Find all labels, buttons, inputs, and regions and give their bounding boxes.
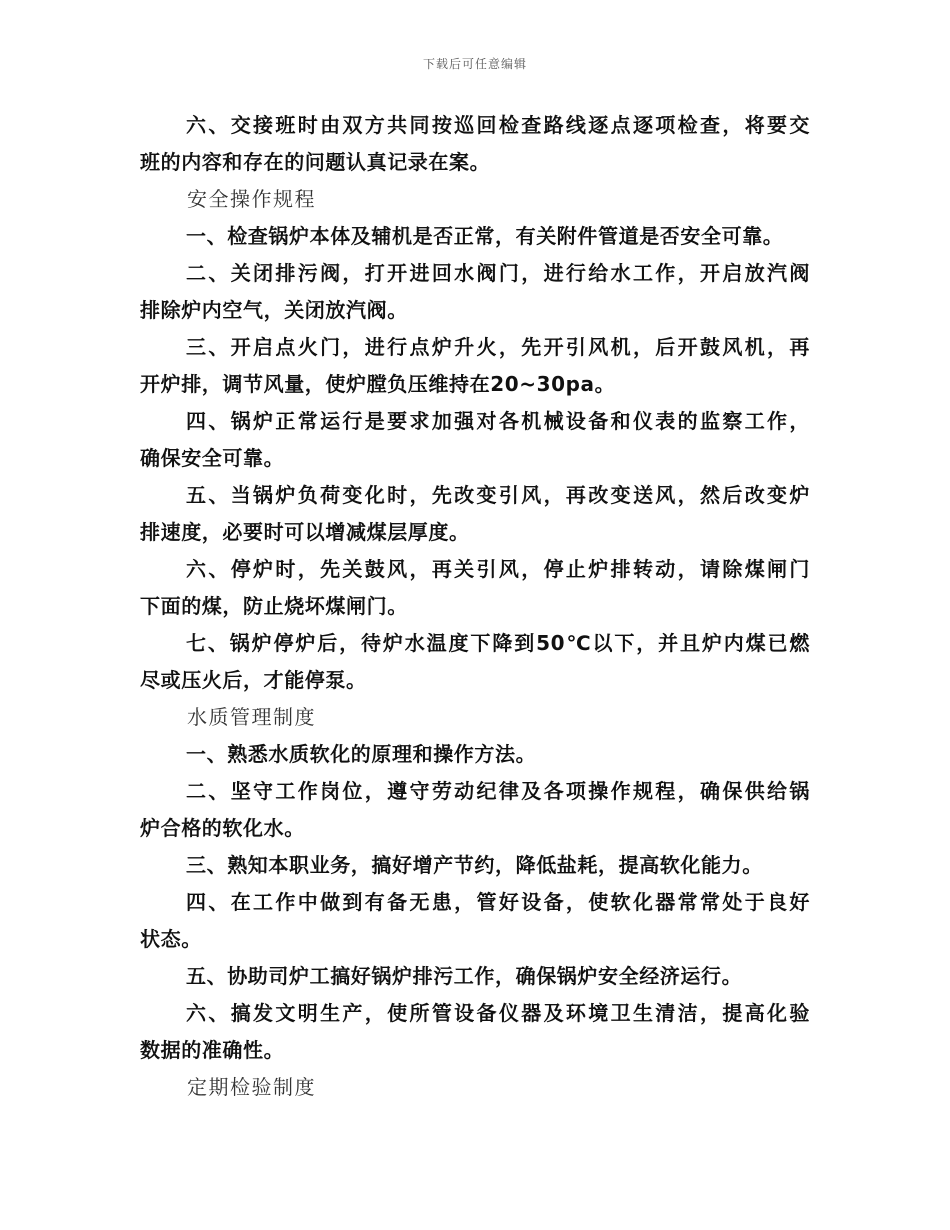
paragraph-line: 排除炉内空气，关闭放汽阀。 bbox=[140, 298, 408, 322]
paragraph-line: 尽或压火后，才能停泵。 bbox=[140, 668, 367, 692]
paragraph-line: 五、协助司炉工搞好锅炉排污工作，确保锅炉安全经济运行。 bbox=[186, 964, 743, 988]
section-heading: 水质管理制度 bbox=[187, 705, 316, 729]
section-heading: 定期检验制度 bbox=[187, 1075, 316, 1099]
paragraph-line: 四、在工作中做到有备无患，管好设备，使软化器常常处于良好 bbox=[186, 890, 810, 914]
paragraph-line: 下面的煤，防止烧坏煤闸门。 bbox=[140, 594, 408, 618]
section-heading: 安全操作规程 bbox=[187, 187, 316, 211]
paragraph-line: 五、当锅炉负荷变化时，先改变引风，再改变送风，然后改变炉 bbox=[186, 483, 810, 507]
document-body bbox=[140, 107, 810, 1106]
paragraph-line: 炉合格的软化水。 bbox=[140, 816, 305, 840]
paragraph-line: 七、锅炉停炉后，待炉水温度下降到50℃以下，并且炉内煤已燃 bbox=[186, 631, 810, 655]
paragraph-line: 六、搞发文明生产，使所管设备仪器及环境卫生清洁，提高化验 bbox=[186, 1001, 810, 1025]
paragraph-line: 排速度，必要时可以增减煤层厚度。 bbox=[140, 520, 470, 544]
paragraph-line: 确保安全可靠。 bbox=[140, 446, 285, 470]
paragraph-line: 二、关闭排污阀，打开进回水阀门，进行给水工作，开启放汽阀 bbox=[186, 261, 810, 285]
paragraph-line: 状态。 bbox=[140, 927, 202, 951]
paragraph-line: 二、坚守工作岗位，遵守劳动纪律及各项操作规程，确保供给锅 bbox=[186, 779, 810, 803]
paragraph-line: 三、熟知本职业务，搞好增产节约，降低盐耗，提高软化能力。 bbox=[186, 853, 763, 877]
paragraph-line: 开炉排，调节风量，使炉膛负压维持在20~30pa。 bbox=[140, 372, 616, 396]
paragraph-line: 一、熟悉水质软化的原理和操作方法。 bbox=[186, 742, 537, 766]
paragraph-line: 一、检查锅炉本体及辅机是否正常，有关附件管道是否安全可靠。 bbox=[186, 224, 784, 248]
paragraph-line: 四、锅炉正常运行是要求加强对各机械设备和仪表的监察工作， bbox=[186, 409, 810, 433]
paragraph-line: 三、开启点火门，进行点炉升火，先开引风机，后开鼓风机，再 bbox=[186, 335, 810, 359]
paragraph-line: 六、交接班时由双方共同按巡回检查路线逐点逐项检查，将要交 bbox=[186, 113, 810, 137]
paragraph-line: 数据的准确性。 bbox=[140, 1038, 285, 1062]
page-watermark: 下载后可任意编辑 bbox=[422, 57, 527, 71]
paragraph-line: 班的内容和存在的问题认真记录在案。 bbox=[140, 150, 491, 174]
paragraph-line: 六、停炉时，先关鼓风，再关引风，停止炉排转动，请除煤闸门 bbox=[186, 557, 810, 581]
